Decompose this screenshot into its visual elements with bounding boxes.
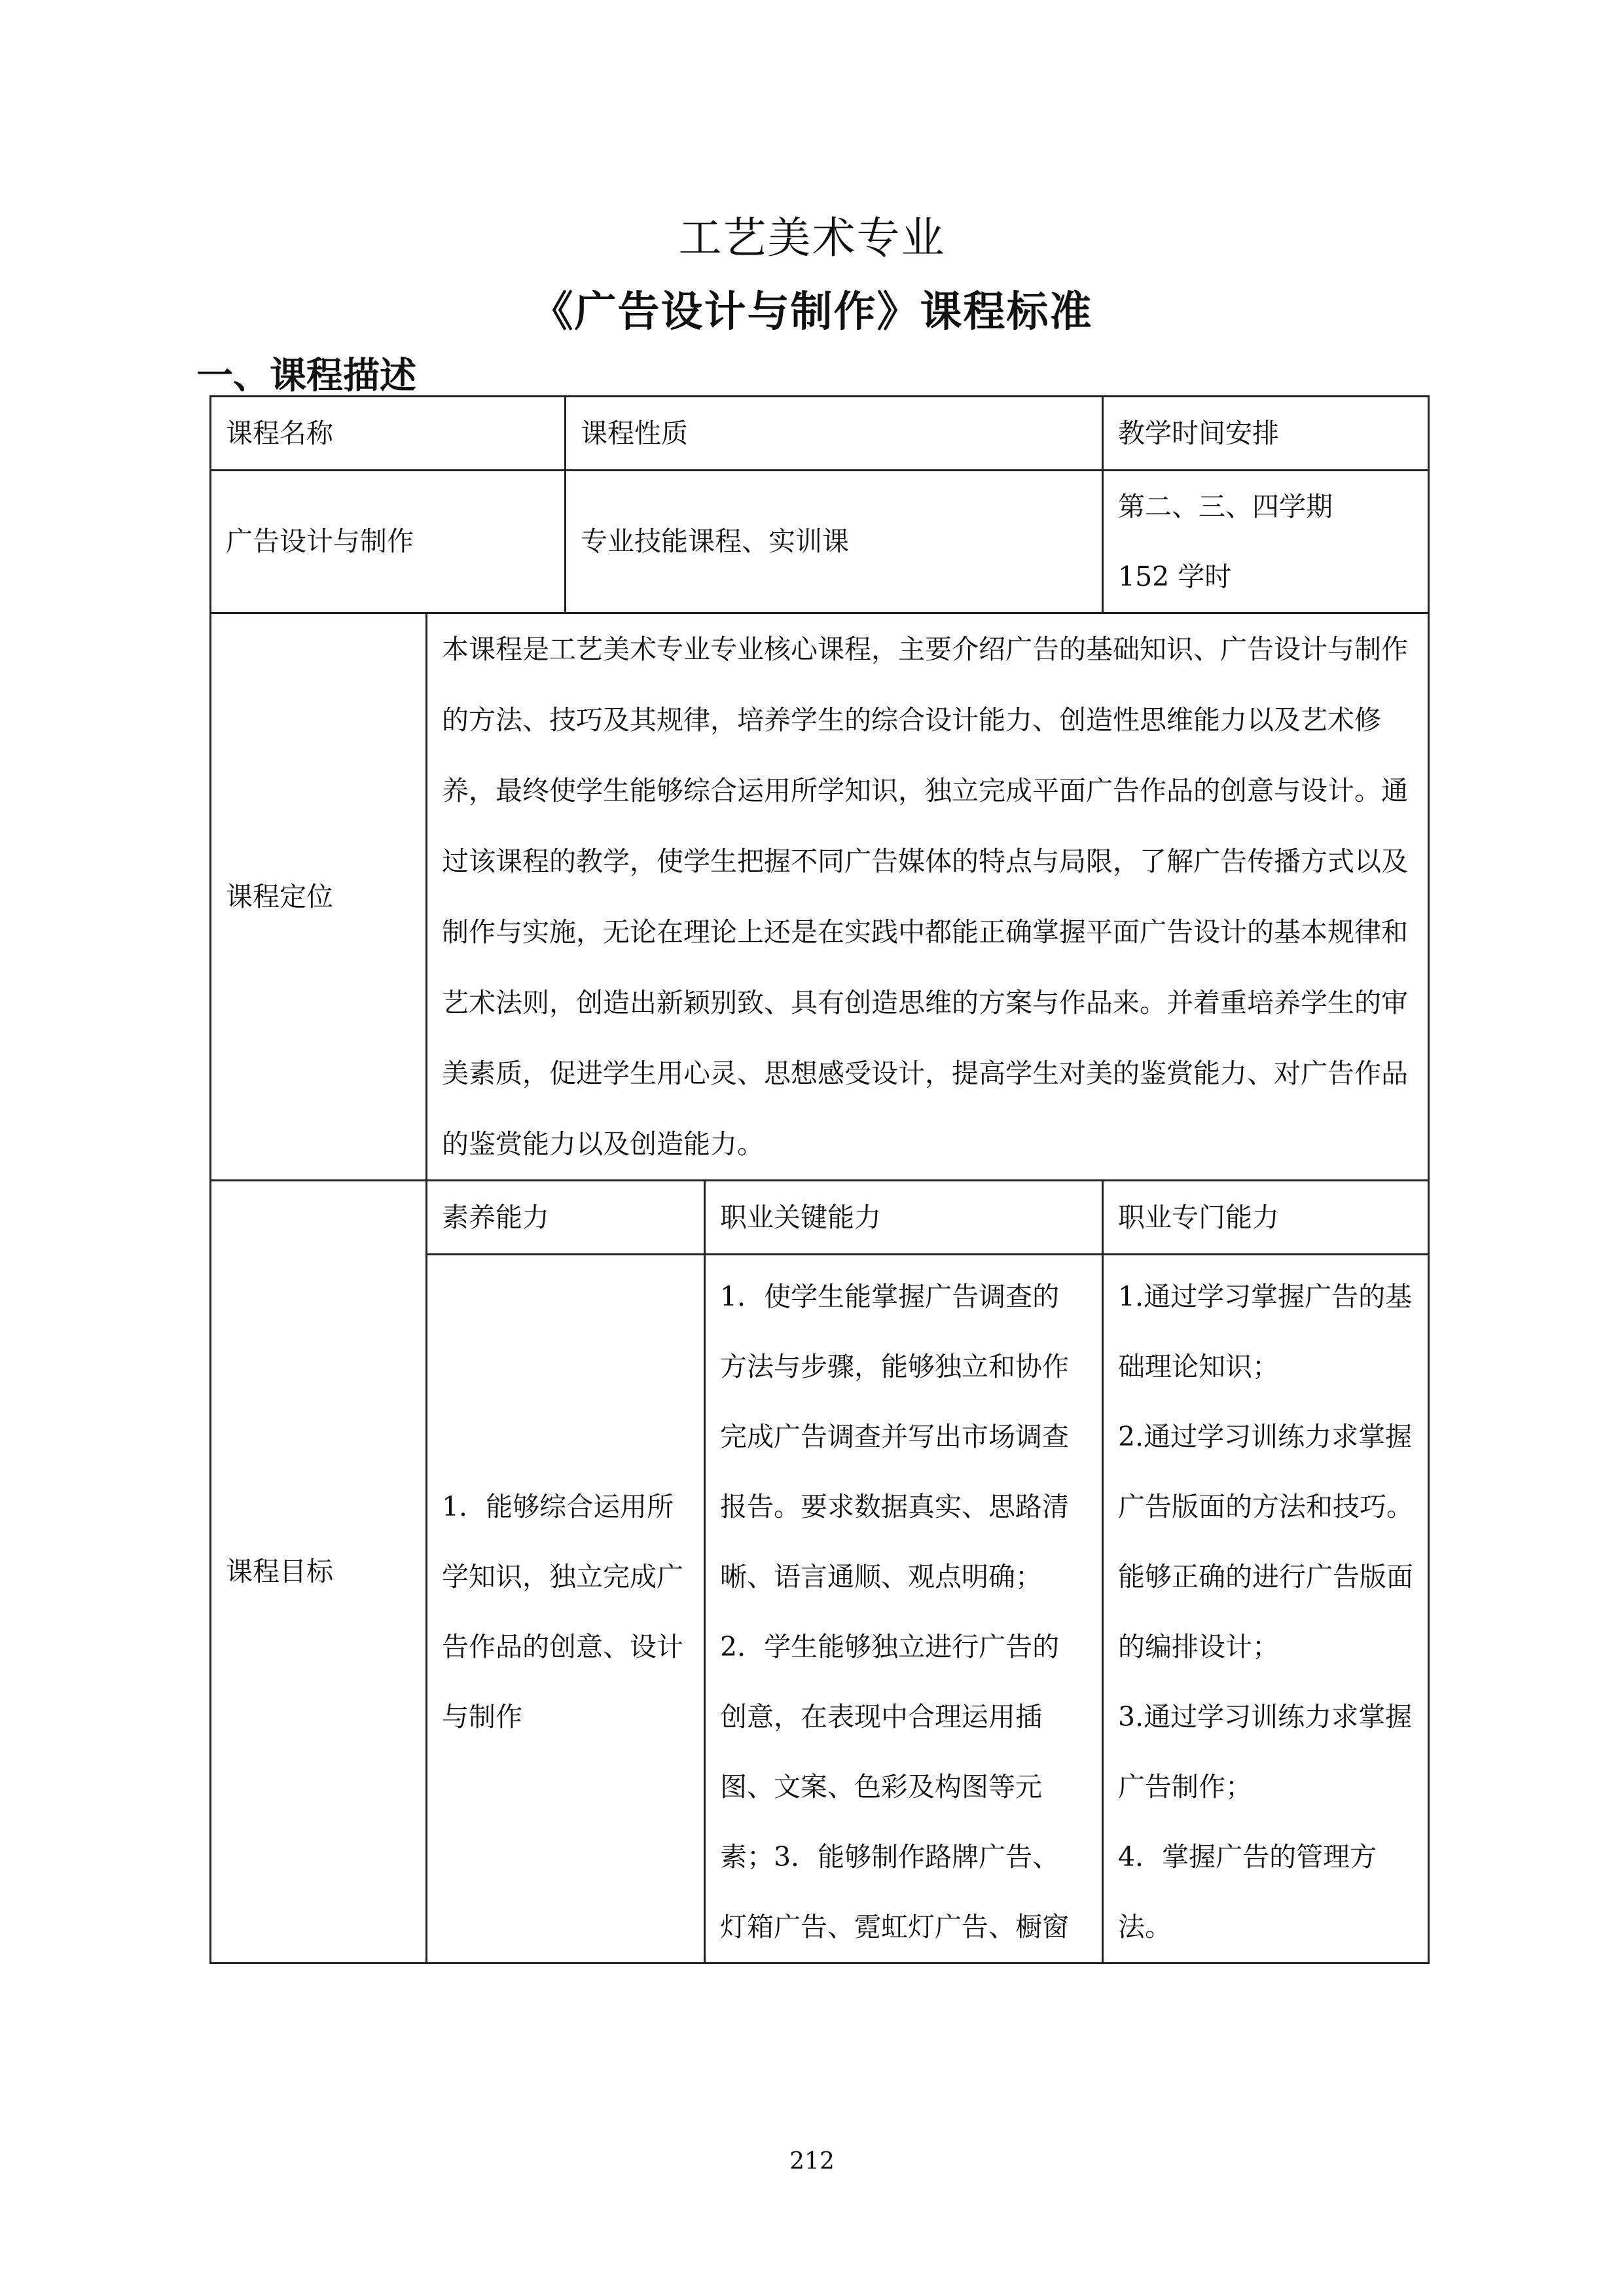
specialized-item: 4．掌握广告的管理方法。 (1118, 1841, 1377, 1943)
schedule-hours: 152 学时 (1118, 560, 1232, 592)
table-header-row (211, 397, 1429, 471)
course-title: 《广告设计与制作》课程标准 (531, 288, 1093, 336)
specialized-ability-list (1103, 1255, 1429, 1964)
objectives-label: 课程目标 (211, 1181, 427, 1964)
schedule-semesters: 第二、三、四学期 (1118, 490, 1333, 522)
header-specialized-ability: 职业专门能力 (1103, 1181, 1429, 1255)
header-course-name: 课程名称 (211, 397, 566, 471)
major-title: 工艺美术专业 (678, 213, 946, 263)
header-literacy: 素养能力 (427, 1181, 705, 1255)
specialized-item: 2.通过学习训练力求掌握广告版面的方法和技巧。能够正确的进行广告版面的编排设计； (1118, 1421, 1413, 1662)
literacy-text: 1．能够综合运用所学知识，独立完成广告作品的创意、设计与制作 (427, 1255, 705, 1964)
key-ability-text: 1．使学生能掌握广告调查的方法与步骤，能够独立和协作完成广告调查并写出市场调查报告。要求数据真实、思路清晰、语言通顺、观点明确；2．学生能够独立进行广告的创意，在表现中合理运用插图、文案、色彩及构图等元素；3．能够制作路牌广告、灯箱广告、霓虹灯广告、橱窗 (705, 1255, 1103, 1964)
course-name-value: 广告设计与制作 (211, 471, 566, 613)
positioning-text: 本课程是工艺美术专业专业核心课程，主要介绍广告的基础知识、广告设计与制作的方法、技巧及其规律，培养学生的综合设计能力、创造性思维能力以及艺术修养，最终使学生能够综合运用所学知识，独立完成平面广告作品的创意与设计。通过该课程的教学，使学生把握不同广告媒体的特点与局限，了解广告传播方式以及制作与实施，无论在理论上还是在实践中都能正确掌握平面广告设计的基本规律和艺术法则，创造出新颖别致、具有创造思维的方案与作品来。并着重培养学生的审美素质，促进学生用心灵、思想感受设计，提高学生对美的鉴赏能力、对广告作品的鉴赏能力以及创造能力。 (427, 613, 1429, 1181)
course-nature-value: 专业技能课程、实训课 (566, 471, 1103, 613)
schedule-value (1103, 471, 1429, 613)
header-course-nature: 课程性质 (566, 397, 1103, 471)
header-schedule: 教学时间安排 (1103, 397, 1429, 471)
positioning-row (211, 613, 1429, 1181)
course-description-table (209, 395, 1430, 1964)
course-info-row (211, 471, 1429, 613)
section-title: 一、课程描述 (196, 355, 416, 397)
specialized-item: 1.通过学习掌握广告的基础理论知识； (1118, 1281, 1413, 1382)
page-number: 212 (789, 2148, 835, 2175)
specialized-item: 3.通过学习训练力求掌握广告制作； (1118, 1701, 1413, 1803)
header-key-ability: 职业关键能力 (705, 1181, 1103, 1255)
positioning-label: 课程定位 (211, 613, 427, 1181)
objectives-header-row (211, 1181, 1429, 1255)
